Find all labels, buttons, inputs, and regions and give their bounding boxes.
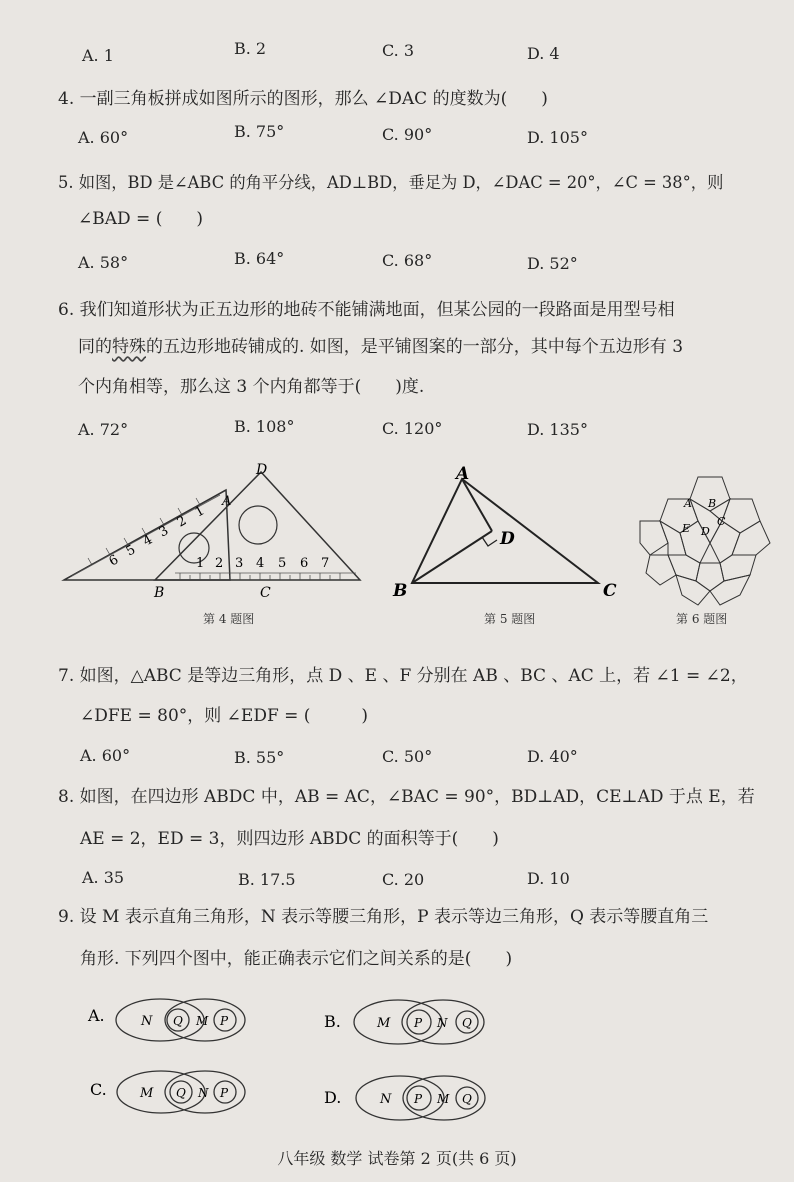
fig5-label-a: A xyxy=(456,464,470,484)
venn-d-n: N xyxy=(380,1092,392,1107)
q8-stem-line1: 8. 如图，在四边形 ABDC 中，AB = AC，∠BAC = 90°，BD⊥AD，CE⊥AD 于点 E，若 xyxy=(58,787,755,807)
venn-d-q: Q xyxy=(462,1092,472,1106)
q5-option-d: D. 52° xyxy=(527,254,578,273)
q8-option-b: B. 17.5 xyxy=(238,870,296,889)
venn-a-q: Q xyxy=(173,1014,183,1028)
fig4-label-d: D xyxy=(256,462,268,478)
page-footer: 八年级 数学 试卷第 2 页(共 6 页) xyxy=(277,1149,517,1168)
fig6-label-e: E xyxy=(682,522,691,535)
fig5-label-d: D xyxy=(500,529,515,549)
venn-a-label: A. xyxy=(88,1006,105,1025)
q5-option-c: C. 68° xyxy=(382,251,433,270)
q6-text-pre: 同的 xyxy=(78,337,112,357)
fig4-ruler-top-2: 2 xyxy=(174,513,190,531)
q3-option-d: D. 4 xyxy=(527,44,560,63)
fig5-label-b: B xyxy=(393,581,408,601)
fig4-ruler-top-4: 4 xyxy=(140,532,156,550)
venn-a-n: N xyxy=(141,1014,153,1029)
fig4-ruler-bottom-4: 4 xyxy=(256,556,265,571)
q4-option-d: D. 105° xyxy=(527,128,588,147)
q6-option-a: A. 72° xyxy=(78,420,129,439)
q7-option-d: D. 40° xyxy=(527,747,578,766)
q5-option-b: B. 64° xyxy=(234,249,285,268)
q8-option-d: D. 10 xyxy=(527,869,570,888)
venn-a-p: P xyxy=(220,1014,229,1028)
q7-option-c: C. 50° xyxy=(382,747,433,766)
venn-c-q: Q xyxy=(176,1086,186,1100)
venn-d-m: M xyxy=(437,1092,450,1106)
fig5-caption: 第 5 题图 xyxy=(484,612,536,626)
venn-b-p: P xyxy=(414,1016,423,1030)
venn-b-label: B. xyxy=(324,1012,341,1031)
fig6-pentagon-tiling xyxy=(0,455,794,605)
venn-c-m: M xyxy=(140,1086,154,1101)
fig4-label-a: A xyxy=(222,494,232,509)
fig4-ruler-top-6: 6 xyxy=(106,552,122,570)
q6-option-d: D. 135° xyxy=(527,420,588,439)
q8-stem-line2: AE = 2，ED = 3，则四边形 ABDC 的面积等于( ) xyxy=(80,829,499,849)
fig6-caption: 第 6 题图 xyxy=(676,612,728,626)
q6-text-post: 的五边形地砖铺成的. 如图，是平铺图案的一部分，其中每个五边形有 3 xyxy=(146,337,684,357)
q9-stem-line1: 9. 设 M 表示直角三角形，N 表示等腰三角形，P 表示等边三角形，Q 表示等腰直角三 xyxy=(58,907,709,927)
fig6-label-c: C xyxy=(717,515,726,528)
fig4-ruler-bottom-2: 2 xyxy=(215,556,224,571)
venn-b-q: Q xyxy=(462,1016,472,1030)
q5-stem-line1: 5. 如图，BD 是∠ABC 的角平分线，AD⊥BD，垂足为 D，∠DAC = 20°，∠C = 38°，则 xyxy=(58,173,724,192)
fig4-label-b: B xyxy=(154,585,165,601)
fig4-ruler-top-5: 5 xyxy=(123,542,139,560)
q4-option-c: C. 90° xyxy=(382,125,433,144)
q8-option-a: A. 35 xyxy=(82,868,125,887)
venn-d-p: P xyxy=(414,1092,423,1106)
q3-option-c: C. 3 xyxy=(382,41,415,60)
q8-option-c: C. 20 xyxy=(382,870,425,889)
fig4-ruler-top-3: 3 xyxy=(156,523,172,541)
fig4-ruler-bottom-7: 7 xyxy=(321,556,330,571)
q7-option-a: A. 60° xyxy=(80,746,131,765)
q6-option-c: C. 120° xyxy=(382,419,443,438)
fig4-ruler-bottom-1: 1 xyxy=(196,556,205,571)
venn-d-label: D. xyxy=(324,1088,342,1107)
fig4-ruler-bottom-5: 5 xyxy=(278,556,287,571)
fig6-label-d: D xyxy=(701,525,710,538)
fig5-label-c: C xyxy=(603,581,617,601)
venn-b-n: N xyxy=(437,1016,448,1030)
q7-stem-line1: 7. 如图，△ABC 是等边三角形，点 D 、E 、F 分别在 AB 、BC 、AC 上，若 ∠1 = ∠2， xyxy=(58,666,748,686)
q4-option-b: B. 75° xyxy=(234,122,285,141)
q9-stem-line2: 角形. 下列四个图中，能正确表示它们之间关系的是( ) xyxy=(80,949,513,969)
q5-stem-line2: ∠BAD = ( ) xyxy=(78,209,203,229)
q6-stem-line2 xyxy=(78,336,683,358)
fig4-ruler-top-1: 1 xyxy=(192,503,208,521)
q7-option-b: B. 55° xyxy=(234,748,285,767)
fig6-label-a: A xyxy=(684,497,692,510)
q4-stem: 4. 一副三角板拼成如图所示的图形，那么 ∠DAC 的度数为( ) xyxy=(58,89,548,109)
q9-venn-diagrams xyxy=(0,985,794,1120)
q3-option-b: B. 2 xyxy=(234,39,267,58)
venn-c-p: P xyxy=(220,1086,229,1100)
q7-stem-line2: ∠DFE = 80°，则 ∠EDF = ( ) xyxy=(80,706,369,726)
q5-option-a: A. 58° xyxy=(78,253,129,272)
fig4-label-c: C xyxy=(260,585,271,601)
fig6-label-b: B xyxy=(708,497,717,510)
fig4-ruler-bottom-6: 6 xyxy=(300,556,309,571)
q6-option-b: B. 108° xyxy=(234,417,295,436)
q4-option-a: A. 60° xyxy=(78,128,129,147)
venn-c-label: C. xyxy=(90,1080,107,1099)
q6-stem-line3: 个内角相等，那么这 3 个内角都等于( )度. xyxy=(78,377,425,397)
fig4-caption: 第 4 题图 xyxy=(203,612,255,626)
q3-option-a: A. 1 xyxy=(82,46,114,65)
venn-b-m: M xyxy=(377,1016,391,1031)
venn-a-m: M xyxy=(196,1014,209,1028)
q6-wavy-emphasis: 特殊 xyxy=(112,337,146,357)
q6-stem-line1: 6. 我们知道形状为正五边形的地砖不能铺满地面，但某公园的一段路面是用型号相 xyxy=(58,300,675,320)
fig4-ruler-bottom-3: 3 xyxy=(235,556,244,571)
venn-c-n: N xyxy=(198,1086,209,1100)
